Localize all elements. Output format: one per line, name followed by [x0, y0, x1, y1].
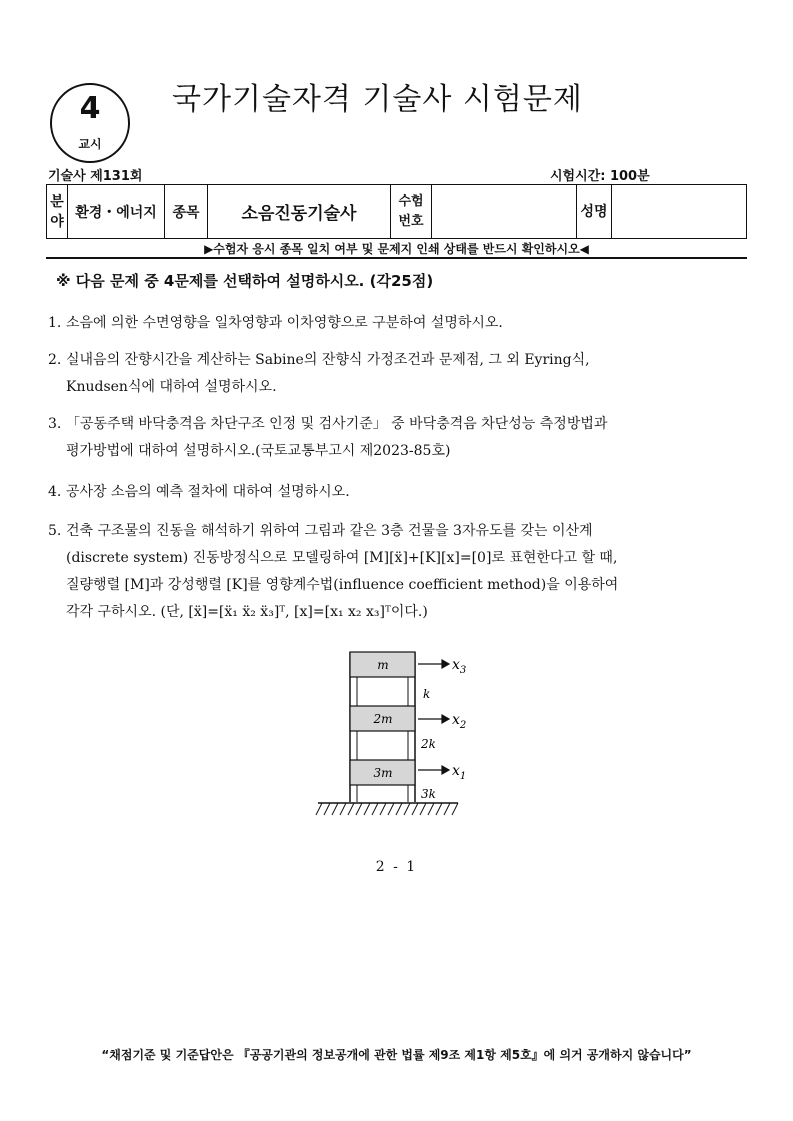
- question-number: 3.: [48, 416, 62, 432]
- field-label: 분야: [47, 185, 68, 239]
- exam-info-table: [46, 184, 747, 239]
- arrowhead-x3: [442, 660, 449, 668]
- question-text: 소음에 의한 수면영향을 일차영향과 이차영향으로 구분하여 설명하시오.: [66, 315, 503, 331]
- label-x1: $x_1$: [452, 763, 467, 782]
- question-4: [48, 479, 748, 506]
- stiffness-k: k: [423, 687, 431, 701]
- question-number: 2.: [48, 352, 62, 368]
- question-text: 건축 구조물의 진동을 해석하기 위하여 그림과 같은 3층 건물을 3자유도를 갖는 이산계: [66, 523, 593, 539]
- question-text: (discrete system) 진동방정식으로 모델링하여 [M][ẍ]+[K][x]=[0]로 표현한다고 할 때,: [66, 550, 618, 566]
- instruction-text: ※ 다음 문제 중 4문제를 선택하여 설명하시오. (각25점): [56, 272, 434, 290]
- question-number: 1.: [48, 315, 62, 331]
- question-2: [48, 347, 748, 401]
- exam-round: 기술사 제131회: [48, 169, 143, 184]
- question-text: 공사장 소음의 예측 절차에 대하여 설명하시오.: [66, 484, 350, 500]
- name-field[interactable]: [612, 185, 747, 239]
- question-text: 질량행렬 [M]과 강성행렬 [K]를 영향계수법(influence coefficient method)을 이용하여: [66, 577, 619, 593]
- session-badge: [50, 83, 130, 163]
- page-number: 2 - 1: [375, 859, 418, 875]
- page-title: 국가기술자격 기술사 시험문제: [172, 82, 583, 117]
- question-3: [48, 411, 748, 465]
- arrowhead-x1: [442, 766, 449, 774]
- item-label: 종목: [165, 185, 208, 239]
- field-value: 환경・에너지: [68, 185, 165, 239]
- label-x2: $x_2$: [452, 712, 467, 731]
- stiffness-2k: 2k: [421, 737, 436, 751]
- displacement-arrows: [418, 660, 449, 774]
- mass-label-m: m: [377, 658, 389, 672]
- question-number: 4.: [48, 484, 62, 500]
- item-value: 소음진동기술사: [208, 185, 391, 239]
- question-1: [48, 310, 748, 337]
- arrowhead-x2: [442, 715, 449, 723]
- question-text: 평가방법에 대하여 설명하시오.(국토교통부고시 제2023-85호): [66, 443, 451, 459]
- mass-label-3m: 3m: [373, 766, 393, 780]
- footer-disclaimer: “채점기준 및 기준답안은 『공공기관의 정보공개에 관한 법률 제9조 제1항 제5호』에 의거 공개하지 않습니다”: [101, 1048, 692, 1062]
- divider: [46, 257, 747, 259]
- question-text: 「공동주택 바닥충격음 차단구조 인정 및 검사기준」 중 바닥충격음 차단성능 측정방법과: [66, 416, 608, 432]
- question-text: 각각 구하시오. (단, [ẍ]=[ẍ₁ ẍ₂ ẍ₃]ᵀ, [x]=[x₁ x₂ x₃]ᵀ이다.): [66, 604, 428, 620]
- notice-text: ▶수험자 응시 종목 일치 여부 및 문제지 인쇄 상태를 반드시 확인하시오◀: [204, 242, 589, 256]
- exam-number-label: 수험번호: [391, 185, 432, 239]
- label-x3: $x_3$: [452, 657, 467, 676]
- ground-hatching: [316, 803, 458, 815]
- question-5: [48, 518, 748, 626]
- question-text: 실내음의 잔향시간을 계산하는 Sabine의 잔향식 가정조건과 문제점, 그 외 Eyring식,: [66, 352, 590, 368]
- exam-number-field[interactable]: [432, 185, 577, 239]
- question-number: 5.: [48, 523, 62, 539]
- building-model-figure: [300, 640, 500, 825]
- mass-label-2m: 2m: [373, 712, 393, 726]
- session-number: 4: [79, 91, 101, 126]
- session-label: 교시: [78, 137, 102, 151]
- exam-duration: 시험시간: 100분: [550, 169, 650, 184]
- name-label: 성명: [577, 185, 612, 239]
- stiffness-3k: 3k: [421, 787, 436, 801]
- question-text: Knudsen식에 대하여 설명하시오.: [66, 379, 277, 395]
